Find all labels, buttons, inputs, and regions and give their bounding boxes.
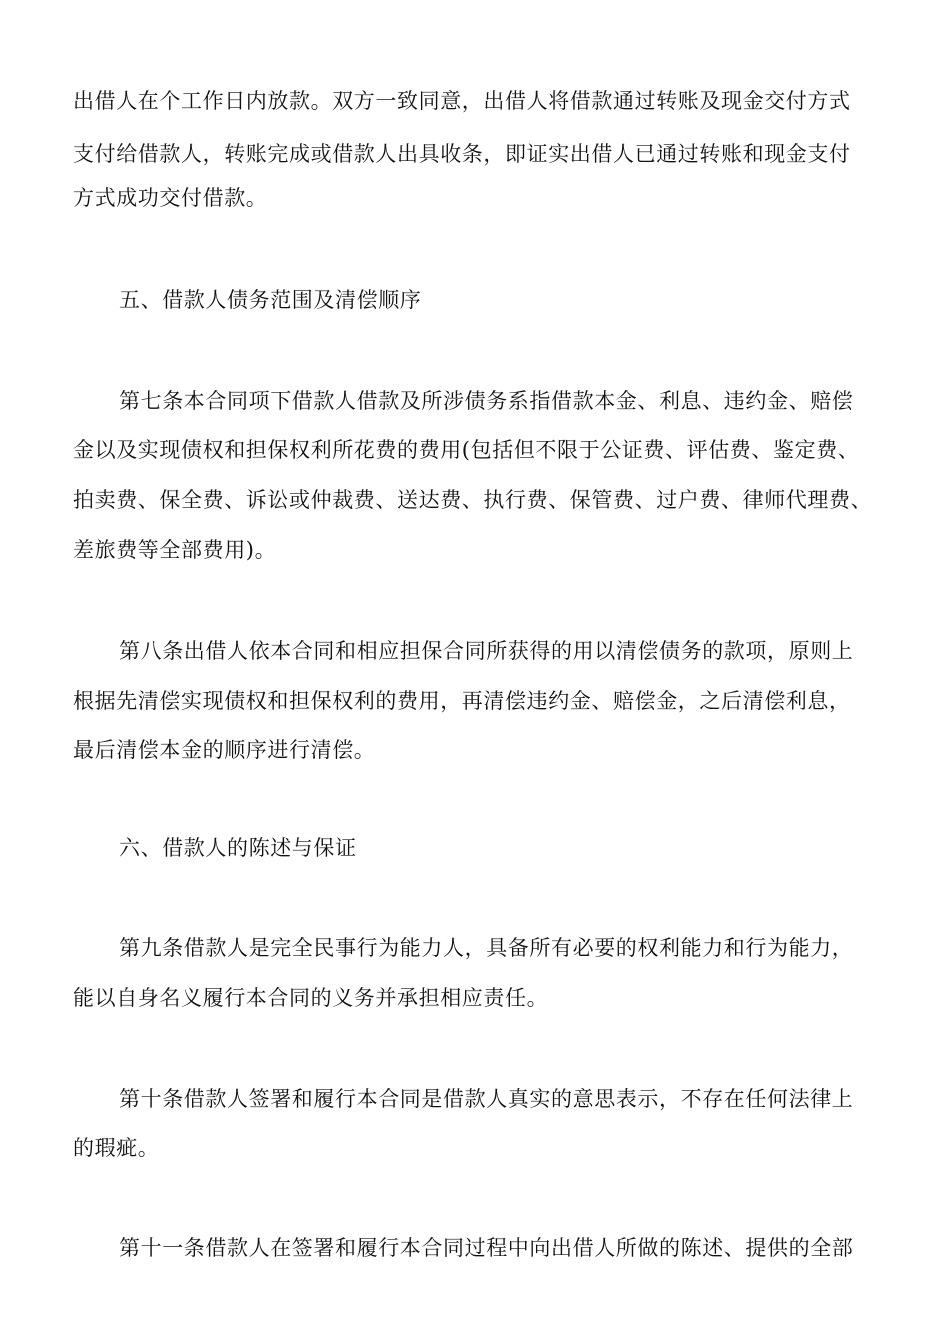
paragraph-line: 第七条本合同项下借款人借款及所涉债务系指借款本金、利息、违约金、赔偿	[119, 389, 854, 413]
paragraph-line: 能以自身名义履行本合同的义务并承担相应责任。	[73, 986, 549, 1010]
paragraph-line: 拍卖费、保全费、诉讼或仲裁费、送达费、执行费、保管费、过户费、律师代理费、	[73, 488, 873, 512]
paragraph-line: 方式成功交付借款。	[73, 186, 268, 210]
paragraph-line: 出借人在个工作日内放款。双方一致同意，出借人将借款通过转账及现金交付方式	[73, 89, 851, 113]
section-heading: 五、借款人债务范围及清偿顺序	[119, 288, 422, 312]
paragraph-line: 根据先清偿实现债权和担保权利的费用，再清偿违约金、赔偿金，之后清偿利息，	[73, 689, 851, 713]
paragraph-line: 最后清偿本金的顺序进行清偿。	[73, 738, 376, 762]
paragraph-line: 第八条出借人依本合同和相应担保合同所获得的用以清偿债务的款项，原则上	[119, 639, 854, 663]
paragraph-line: 金以及实现债权和担保权利所花费的费用(包括但不限于公证费、评估费、鉴定费、	[73, 438, 860, 462]
paragraph-line: 支付给借款人，转账完成或借款人出具收条，即证实出借人已通过转账和现金支付	[73, 142, 851, 166]
paragraph-line: 差旅费等全部费用)。	[73, 538, 277, 562]
paragraph-line: 第十一条借款人在签署和履行本合同过程中向出借人所做的陈述、提供的全部	[119, 1236, 854, 1260]
section-heading: 六、借款人的陈述与保证	[119, 836, 357, 860]
paragraph-line: 的瑕疵。	[73, 1136, 160, 1160]
paragraph-line: 第十条借款人签署和履行本合同是借款人真实的意思表示，不存在任何法律上	[119, 1087, 854, 1111]
paragraph-line: 第九条借款人是完全民事行为能力人，具备所有必要的权利能力和行为能力，	[119, 936, 854, 960]
